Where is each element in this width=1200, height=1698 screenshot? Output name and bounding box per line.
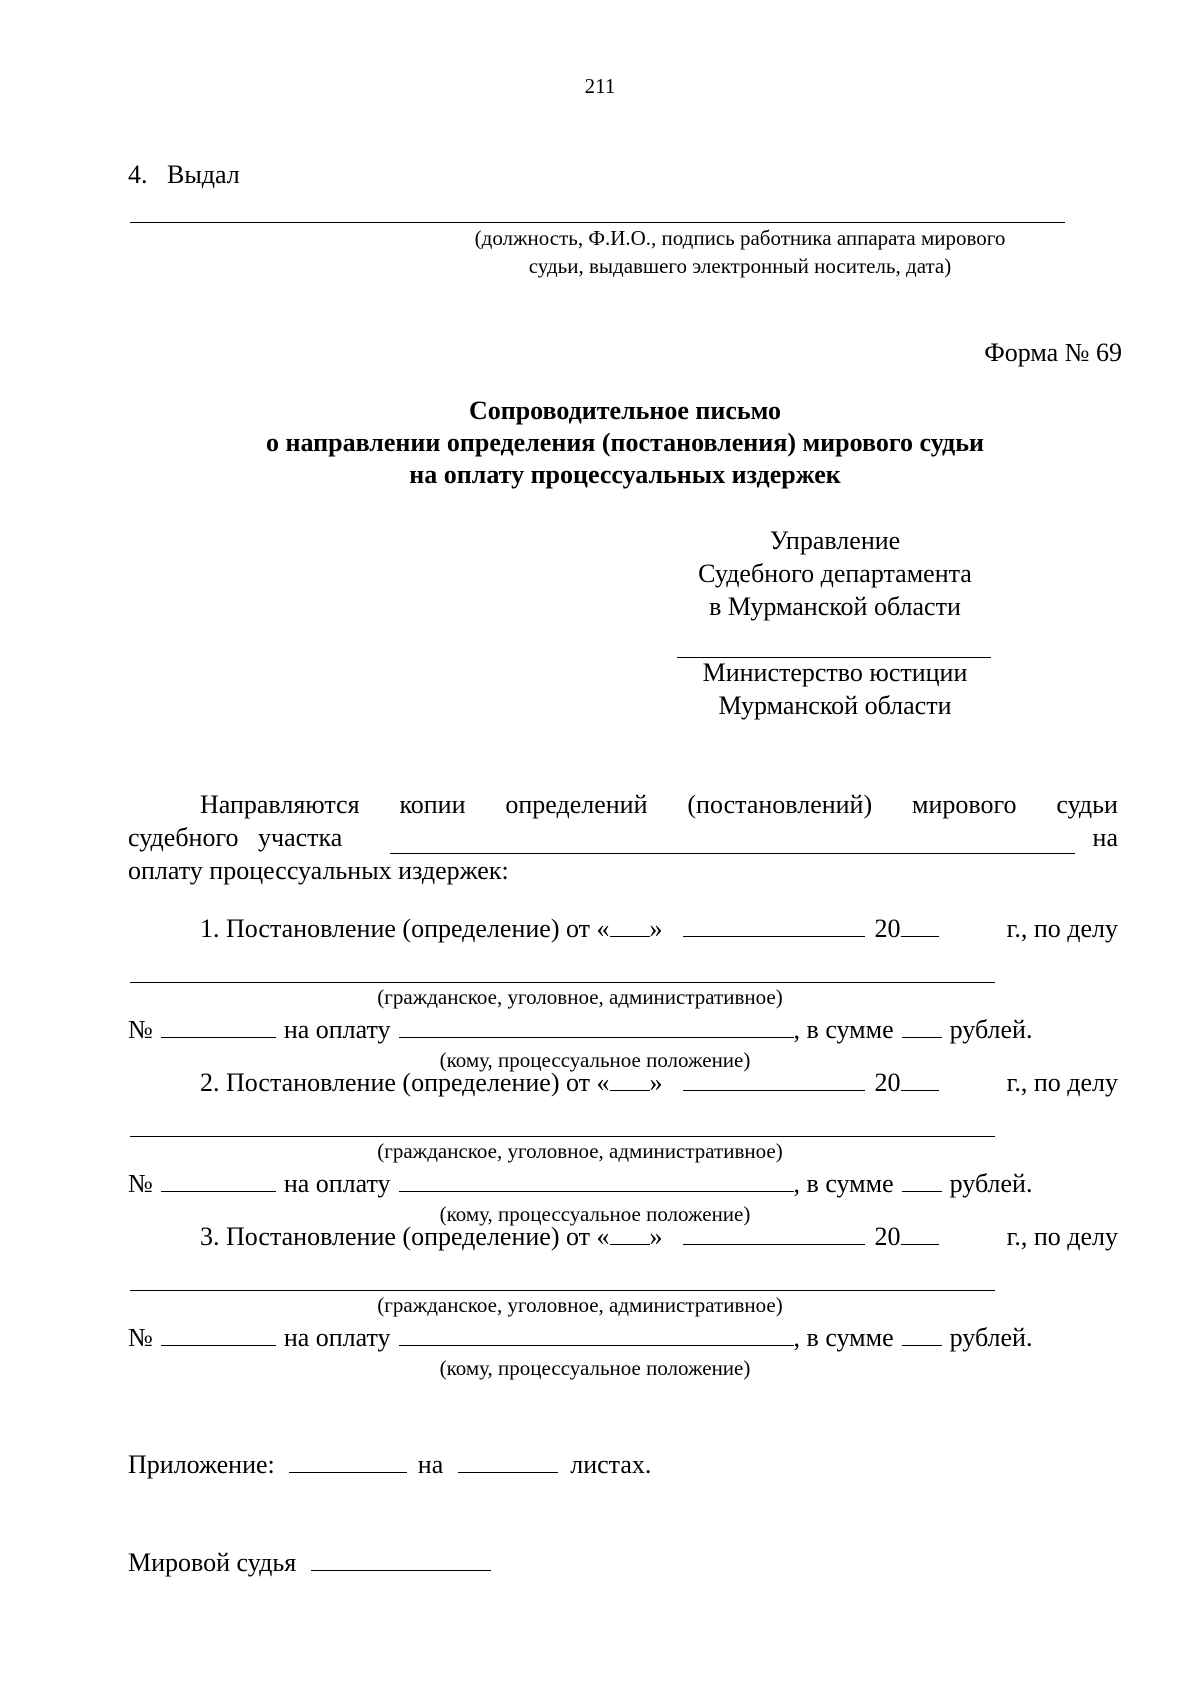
attachment-count-blank[interactable] — [289, 1471, 407, 1473]
item-sum-label: , в сумме — [793, 1169, 894, 1198]
item-case-caption: (гражданское, уголовное, административное) — [377, 985, 783, 1009]
doc-title-line2: о направлении определения (постановления) мирового судьи — [266, 428, 984, 457]
item-quote-close: » — [649, 914, 663, 943]
item-whom-caption: (кому, процессуальное положение) — [439, 1356, 751, 1380]
attachment-sheets-blank[interactable] — [458, 1471, 558, 1473]
item-year-blank[interactable] — [901, 935, 939, 937]
item-case-blank[interactable] — [130, 982, 995, 983]
item-whom-caption: (кому, процессуальное положение) — [439, 1048, 751, 1072]
intro-line1 — [200, 790, 1118, 820]
item-payee-blank[interactable] — [399, 1036, 794, 1038]
doc-title-line3: на оплату процессуальных издержек — [409, 460, 841, 489]
item-quote-close: » — [649, 1222, 663, 1251]
intro-word: мирового — [912, 790, 1017, 819]
item-decision-prefix: 1. Постановление (определение) от « — [200, 914, 610, 943]
item-year-blank[interactable] — [901, 1243, 939, 1245]
intro-word: судьи — [1056, 790, 1118, 819]
item-decision-line — [200, 914, 1118, 944]
attachment-label: Приложение: — [128, 1450, 275, 1479]
item-case-blank[interactable] — [130, 1290, 995, 1291]
attachment-sheets: листах. — [570, 1450, 652, 1479]
page-number: 211 — [584, 74, 616, 98]
form-number: Форма № 69 — [984, 338, 1122, 367]
issued-label: 4. Выдал — [128, 160, 240, 189]
item-rub-label: рублей. — [949, 1169, 1033, 1198]
judge-label: Мировой судья — [128, 1548, 297, 1577]
item-case-blank[interactable] — [130, 1136, 995, 1137]
item-sum-blank[interactable] — [902, 1036, 942, 1038]
item-year-blank[interactable] — [901, 1089, 939, 1091]
intro-line2-start: судебного участка — [128, 823, 343, 852]
item-day-blank[interactable] — [610, 935, 650, 937]
item-year: 20 — [874, 914, 901, 943]
item-num-sign: № — [128, 1323, 153, 1352]
item-whom-caption: (кому, процессуальное положение) — [439, 1202, 751, 1226]
item-quote-close: » — [649, 1068, 663, 1097]
item-decision-line — [200, 1222, 1118, 1252]
addressee2-line1: Министерство юстиции — [702, 658, 968, 687]
item-month-blank[interactable] — [683, 1243, 865, 1245]
item-payment-line — [128, 1169, 1032, 1199]
addressee2-line2: Мурманской области — [718, 691, 952, 720]
attachment-row — [128, 1450, 651, 1480]
intro-word: Направляются — [200, 790, 360, 819]
item-payee-blank[interactable] — [399, 1344, 794, 1346]
item-case-number-blank[interactable] — [161, 1190, 276, 1192]
issued-caption-line2: судьи, выдавшего электронный носитель, дата) — [528, 254, 952, 278]
item-case-number-blank[interactable] — [161, 1344, 276, 1346]
item-suffix: г., по делу — [1006, 1068, 1118, 1097]
addressee1-line1: Управление — [769, 526, 901, 555]
item-decision-line — [200, 1068, 1118, 1098]
item-num-sign: № — [128, 1169, 153, 1198]
intro-word: (постановлений) — [687, 790, 873, 819]
item-day-blank[interactable] — [610, 1089, 650, 1091]
attachment-on: на — [417, 1450, 444, 1479]
issued-caption-line1: (должность, Ф.И.О., подпись работника аппарата мирового — [474, 226, 1006, 250]
item-sum-blank[interactable] — [902, 1190, 942, 1192]
item-case-caption: (гражданское, уголовное, административное) — [377, 1139, 783, 1163]
item-pay-label: на оплату — [283, 1169, 391, 1198]
item-payee-blank[interactable] — [399, 1190, 794, 1192]
item-sum-label: , в сумме — [793, 1015, 894, 1044]
item-sum-label: , в сумме — [793, 1323, 894, 1352]
addressee1-line2: Судебного департамента — [698, 559, 972, 588]
intro-word: копии — [399, 790, 466, 819]
item-payment-line — [128, 1015, 1032, 1045]
doc-title-line1: Сопроводительное письмо — [468, 396, 782, 425]
intro-word: определений — [505, 790, 648, 819]
item-payment-line — [128, 1323, 1032, 1353]
judge-signature-blank[interactable] — [311, 1569, 491, 1571]
item-day-blank[interactable] — [610, 1243, 650, 1245]
item-rub-label: рублей. — [949, 1323, 1033, 1352]
judge-row — [128, 1548, 491, 1578]
addressee1-line3: в Мурманской области — [709, 592, 961, 621]
item-year: 20 — [874, 1068, 901, 1097]
item-rub-label: рублей. — [949, 1015, 1033, 1044]
item-suffix: г., по делу — [1006, 914, 1118, 943]
intro-line2-end: на — [1092, 823, 1118, 852]
item-year: 20 — [874, 1222, 901, 1251]
intro-line3: оплату процессуальных издержек: — [128, 856, 509, 885]
issued-signature-line — [130, 222, 1065, 223]
item-month-blank[interactable] — [683, 935, 865, 937]
item-case-caption: (гражданское, уголовное, административное) — [377, 1293, 783, 1317]
item-decision-prefix: 2. Постановление (определение) от « — [200, 1068, 610, 1097]
item-month-blank[interactable] — [683, 1089, 865, 1091]
item-num-sign: № — [128, 1015, 153, 1044]
item-suffix: г., по делу — [1006, 1222, 1118, 1251]
item-sum-blank[interactable] — [902, 1344, 942, 1346]
court-district-blank[interactable] — [390, 853, 1075, 854]
item-case-number-blank[interactable] — [161, 1036, 276, 1038]
item-pay-label: на оплату — [283, 1323, 391, 1352]
item-decision-prefix: 3. Постановление (определение) от « — [200, 1222, 610, 1251]
item-pay-label: на оплату — [283, 1015, 391, 1044]
